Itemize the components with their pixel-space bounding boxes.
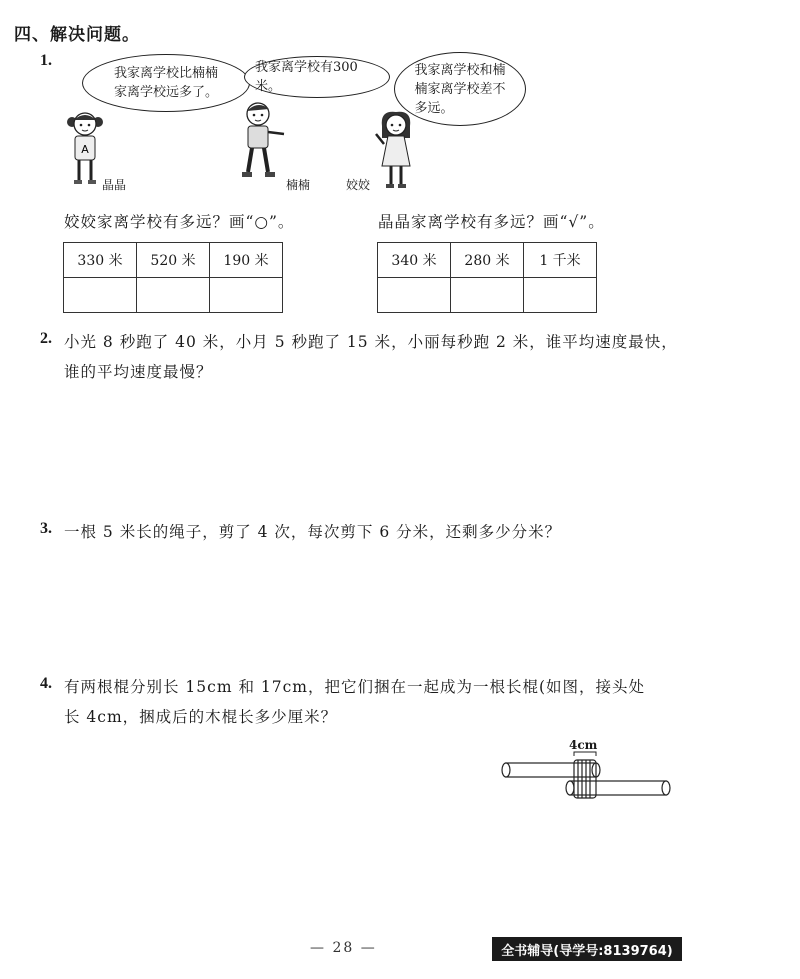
question-2-line-2: 谁的平均速度最慢？ [64,363,213,381]
kid-label-nannan: 楠楠 [286,178,311,192]
right-option-cell: 1 千米 [524,243,597,278]
question-4-line-1: 有两根棍分别长 15cm 和 17cm，把它们捆在一起成为一根长棍(如图，接头处 [64,678,646,696]
right-answer-cell[interactable] [378,278,451,313]
section-title: 四、解决问题。 [14,25,140,45]
left-answer-cell[interactable] [137,278,210,313]
right-answer-cell[interactable] [451,278,524,313]
left-option-cell: 330 米 [64,243,137,278]
speech-bubble-nannan: 我家离学校有300米。 [244,56,390,98]
question-3-number: 3. [40,520,52,537]
question-1-left-table [63,242,283,313]
speech-bubble-jingjing: 我家离学校比楠楠 家离学校远多了。 [82,54,250,112]
question-1-right-prompt: 晶晶家离学校有多远？画“√”。 [378,213,605,231]
page-number: — 28 — [310,940,377,956]
book-badge: 全书辅导(导学号:8139764) [492,937,682,961]
question-1-number: 1. [40,52,52,69]
sticks-figure [496,750,676,806]
left-option-cell: 520 米 [137,243,210,278]
right-answer-cell[interactable] [524,278,597,313]
question-1-left-prompt: 姣姣家离学校有多远？画“○”。 [64,213,295,231]
right-option-cell: 280 米 [451,243,524,278]
question-2-number: 2. [40,330,52,347]
kid-label-jingjing: 晶晶 [102,178,127,192]
question-1-illustration [60,48,540,196]
right-option-cell: 340 米 [378,243,451,278]
question-4-number: 4. [40,675,52,692]
speech-bubble-jiaojiao: 我家离学校和楠 楠家离学校差不 多远。 [394,52,526,126]
kid-label-jiaojiao: 姣姣 [346,178,371,192]
question-3-text: 一根 5 米长的绳子，剪了 4 次，每次剪下 6 分米，还剩多少分米？ [64,523,562,541]
stick-joint-label: 4cm [569,738,598,752]
svg-text:A: A [81,143,89,156]
kid-jiaojiao-icon [374,108,418,192]
left-answer-cell[interactable] [210,278,283,313]
question-1-right-table [377,242,597,313]
question-4-line-2: 长 4cm，捆成后的木棍长多少厘米？ [64,708,338,726]
left-answer-cell[interactable] [64,278,137,313]
left-option-cell: 190 米 [210,243,283,278]
question-2-line-1: 小光 8 秒跑了 40 米，小月 5 秒跑了 15 米，小丽每秒跑 2 米，谁平均速度最快， [64,333,678,351]
kid-nannan-icon [238,98,290,184]
